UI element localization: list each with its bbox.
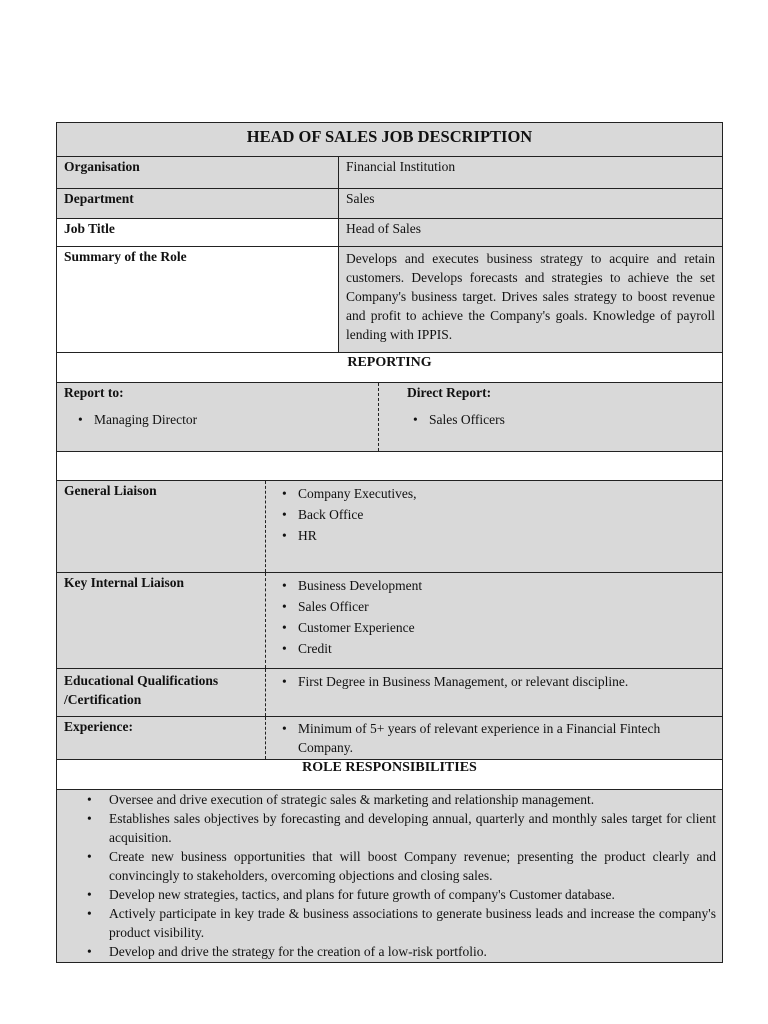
list-item: • Develop new strategies, tactics, and plans for future growth of company's Customer database. — [57, 885, 716, 904]
info-row-job-title — [57, 218, 722, 246]
general-liaison-cell — [266, 481, 722, 572]
info-row-summary — [57, 246, 722, 352]
education-cell — [266, 669, 722, 716]
info-value: Sales — [346, 191, 375, 206]
experience-list — [276, 719, 715, 757]
title-row — [57, 123, 722, 156]
info-row-department — [57, 188, 722, 218]
reporting-heading-row — [57, 352, 722, 382]
education-list — [276, 671, 715, 692]
education-label-line1: Educational Qualifications — [64, 673, 219, 688]
list-item: • Develop and drive the strategy for the creation of a low-risk portfolio. — [57, 942, 716, 961]
list-item: • Create new business opportunities that will boost Company revenue; presenting the product clearly and convincingly to stakeholders, overcoming objections and closing sales. — [57, 847, 716, 885]
list-item: • Back Office — [276, 504, 715, 525]
list-item: • Sales Officers — [407, 409, 715, 430]
list-item: • Sales Officer — [276, 596, 715, 617]
education-label-line2: /Certification — [64, 692, 142, 707]
reporting-row — [57, 382, 722, 451]
reporting-heading: REPORTING — [347, 355, 432, 370]
list-item: • Oversee and drive execution of strategic sales & marketing and relationship management. — [57, 790, 716, 809]
responsibilities-heading-row — [57, 759, 722, 789]
direct-report-label: Direct Report: — [407, 385, 492, 400]
key-internal-liaison-label: Key Internal Liaison — [57, 573, 266, 668]
responsibilities-row — [57, 789, 722, 962]
experience-label: Experience: — [57, 717, 266, 759]
responsibilities-cell — [57, 790, 722, 962]
experience-cell — [266, 717, 722, 759]
info-row-organisation — [57, 156, 722, 188]
list-item: • Establishes sales objectives by forecasting and developing annual, quarterly and monthly sales target for client acquisition. — [57, 809, 716, 847]
info-label: Organisation — [57, 157, 339, 188]
info-label: Department — [57, 189, 339, 218]
list-item: • HR — [276, 525, 715, 546]
responsibilities-list — [57, 790, 716, 961]
general-liaison-label: General Liaison — [57, 481, 266, 572]
info-label: Job Title — [57, 219, 339, 246]
info-label: Summary of the Role — [57, 247, 339, 352]
list-item: • Actively participate in key trade & business associations to generate business leads and increase the company's product visibility. — [57, 904, 716, 942]
experience-row — [57, 716, 722, 759]
general-liaison-row — [57, 480, 722, 572]
spacer-row — [57, 451, 722, 480]
report-to-list — [72, 409, 371, 430]
summary-text: Develops and executes business strategy to acquire and retain customers. Develops forecasts and strategies to achieve the set Company's business target. Drives sales strategy to boost revenue and profit to achieve the Company's goals. Knowledge of payroll lending with IPPIS. — [339, 247, 722, 352]
list-item: • First Degree in Business Management, or relevant discipline. — [276, 671, 715, 692]
education-label — [57, 669, 266, 716]
report-to-label: Report to: — [64, 385, 124, 400]
list-item: • Customer Experience — [276, 617, 715, 638]
list-item: • Company Executives, — [276, 483, 715, 504]
list-item: • Managing Director — [72, 409, 371, 430]
general-liaison-list — [276, 483, 715, 546]
direct-report-list — [407, 409, 715, 430]
direct-report-cell — [379, 383, 722, 451]
document-title: HEAD OF SALES JOB DESCRIPTION — [246, 127, 533, 146]
education-row — [57, 668, 722, 716]
list-item: • Minimum of 5+ years of relevant experience in a Financial Fintech Company. — [276, 719, 715, 757]
report-to-cell — [57, 383, 379, 451]
info-value: Financial Institution — [346, 159, 456, 174]
list-item: • Business Development — [276, 575, 715, 596]
key-internal-liaison-list — [276, 575, 715, 659]
key-internal-liaison-cell — [266, 573, 722, 668]
responsibilities-heading: ROLE RESPONSIBILITIES — [302, 760, 477, 775]
key-internal-liaison-row — [57, 572, 722, 668]
job-description-table — [56, 122, 723, 963]
info-value: Head of Sales — [339, 219, 722, 246]
list-item: • Credit — [276, 638, 715, 659]
